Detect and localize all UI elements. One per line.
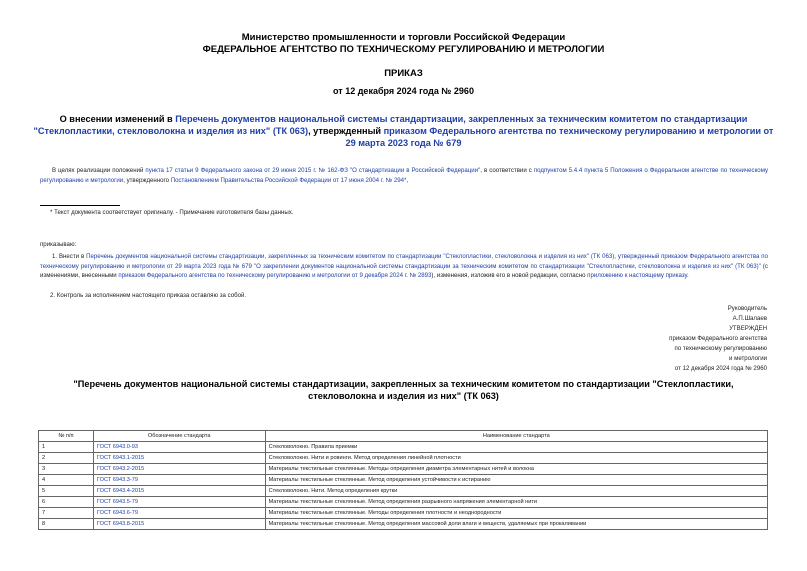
standard-link[interactable]: ГОСТ 6943.8-2015: [96, 521, 145, 527]
standard-link[interactable]: ГОСТ 6943.1-2015: [96, 455, 145, 461]
link-government-decree[interactable]: Постановлением Правительства Российской Федерации от 17 июня 2004 г. № 294*: [170, 176, 407, 184]
link-regulation[interactable]: подпунктом 5.4.4 пункта 5 Положения о Федеральном агентстве по техническому регулированию и метрологии: [40, 167, 768, 184]
document-title: [28, 113, 779, 149]
standard-link[interactable]: ГОСТ 6943.6-79: [96, 510, 138, 516]
title-link-order[interactable]: приказом Федерального агентства по техническому регулированию и метрологии от 29 марта 2023 года № 679: [345, 126, 774, 148]
table-row: [39, 486, 768, 497]
row-number: 6: [39, 497, 94, 508]
table-row: [39, 475, 768, 486]
item-text: 1. Внести в: [52, 253, 87, 260]
table-row: [39, 464, 768, 475]
column-header-number: № п/п: [39, 431, 94, 442]
title-text: О внесении изменений в: [59, 114, 176, 124]
approval-line: по техническому регулированию: [674, 345, 767, 352]
link-appendix[interactable]: приложению к настоящему приказу: [587, 272, 687, 279]
row-number: 3: [39, 464, 94, 475]
column-header-code: Обозначение стандарта: [93, 431, 265, 442]
column-header-name: Наименование стандарта: [265, 431, 767, 442]
table-row: [39, 442, 768, 453]
standard-link[interactable]: ГОСТ 6943.2-2015: [96, 466, 145, 472]
approval-line: и метрологии: [729, 355, 767, 362]
standard-name: Стекловолокно. Правила приемки: [265, 442, 767, 453]
item-text: .: [686, 272, 689, 279]
table-row: [39, 497, 768, 508]
preamble-text: , в соответствии с: [480, 167, 534, 174]
standard-name: Материалы текстильные стеклянные. Метод определения устойчивости к истиранию: [265, 475, 767, 486]
table-row: [39, 519, 768, 530]
row-number: 2: [39, 453, 94, 464]
standard-link[interactable]: ГОСТ 6943.0-93: [96, 444, 138, 450]
preamble-paragraph: [40, 166, 768, 185]
row-number: 8: [39, 519, 94, 530]
link-list-document[interactable]: Перечень документов национальной системы стандартизации, закрепленных за техническим комитетом по стандартизации "Стеклопластики, стекловолокна и изделия из них" (ТК 063), утвержденный приказом Федерального агентства по техническому регулированию и метрологии от 29 марта 2023 года № 679 "О закреплении документов национальной системы стандартизации за техническим комитетом по стандартизации "Стеклопластики, стекловолокна и изделия из них" (ТК 063)": [40, 253, 768, 270]
row-number: 4: [39, 475, 94, 486]
link-amending-order[interactable]: приказом Федерального агентства по техническому регулированию и метрологии от 9 декабря 2024 г. № 2893: [118, 272, 432, 279]
table-row: [39, 453, 768, 464]
item-text: (с изменениями, внесенными: [40, 262, 768, 279]
footnote: * Текст документа соответствует оригиналу. - Примечание изготовителя базы данных.: [50, 209, 294, 216]
link-federal-law[interactable]: пункта 17 статьи 9 Федерального закона от 29 июня 2015 г. № 162-ФЗ "О стандартизации в Российской Федерации": [145, 167, 481, 174]
standard-name: Стекловолокно. Нити и ровинги. Метод определения линейной плотности: [265, 453, 767, 464]
standard-name: Материалы текстильные стеклянные. Метод определения массовой доли влаги и веществ, удаляемых при прокаливании: [265, 519, 767, 530]
standard-link[interactable]: ГОСТ 6943.5-79: [96, 499, 138, 505]
approval-date: от 12 декабря 2024 года № 2960: [674, 365, 767, 372]
table-header-row: [39, 431, 768, 442]
standard-name: Материалы текстильные стеклянные. Методы определения плотности и неоднородности: [265, 508, 767, 519]
agency-heading: ФЕДЕРАЛЬНОЕ АГЕНТСТВО ПО ТЕХНИЧЕСКОМУ РЕГУЛИРОВАНИЮ И МЕТРОЛОГИИ: [202, 44, 605, 55]
standard-name: Стекловолокно. Нити. Метод определения крутки: [265, 486, 767, 497]
approved-label: УТВЕРЖДЕН: [729, 325, 767, 332]
footnote-divider: [40, 205, 120, 206]
preamble-text: ,: [406, 176, 409, 184]
order-date: от 12 декабря 2024 года № 2960: [333, 86, 474, 96]
signature-block: [507, 304, 767, 374]
row-number: 5: [39, 486, 94, 497]
item-text: ), изменения, изложив его в новой редакции, согласно: [431, 272, 588, 279]
standards-table: [38, 430, 768, 530]
order-heading: ПРИКАЗ: [384, 68, 423, 79]
standard-link[interactable]: ГОСТ 6943.4-2015: [96, 488, 145, 494]
row-number: 1: [39, 442, 94, 453]
table-row: [39, 508, 768, 519]
standard-name: Материалы текстильные стеклянные. Метод определения разрывного напряжения элементарной нити: [265, 497, 767, 508]
standard-name: Материалы текстильные стеклянные. Методы определения диаметра элементарных нитей и волокна: [265, 464, 767, 475]
signer-role: Руководитель: [727, 305, 767, 312]
title-text: , утвержденный: [308, 126, 384, 136]
row-number: 7: [39, 508, 94, 519]
list-title: "Перечень документов национальной системы стандартизации, закрепленных за техническим комитетом по стандартизации "Стеклопластики, стекловолокна и изделия из них" (ТК 063): [73, 379, 734, 401]
approval-line: приказом Федерального агентства: [669, 335, 767, 342]
title-link-list[interactable]: Перечень документов национальной системы стандартизации, закрепленных за техническим комитетом по стандартизации "Стеклопластики, стекловолокна и изделия из них" (ТК 063): [33, 114, 748, 136]
preamble-text: В целях реализации положений: [52, 167, 146, 174]
order-item-1: [40, 252, 768, 281]
standard-link[interactable]: ГОСТ 6943.3-79: [96, 477, 138, 483]
order-item-2: 2. Контроль за исполнением настоящего приказа оставляю за собой.: [50, 292, 247, 299]
preamble-text: , утвержденного: [123, 176, 171, 184]
prikazyvayu-label: приказываю:: [40, 241, 77, 248]
signer-name: А.П.Шалаев: [732, 315, 767, 322]
ministry-heading: Министерство промышленности и торговли Российской Федерации: [241, 32, 566, 43]
